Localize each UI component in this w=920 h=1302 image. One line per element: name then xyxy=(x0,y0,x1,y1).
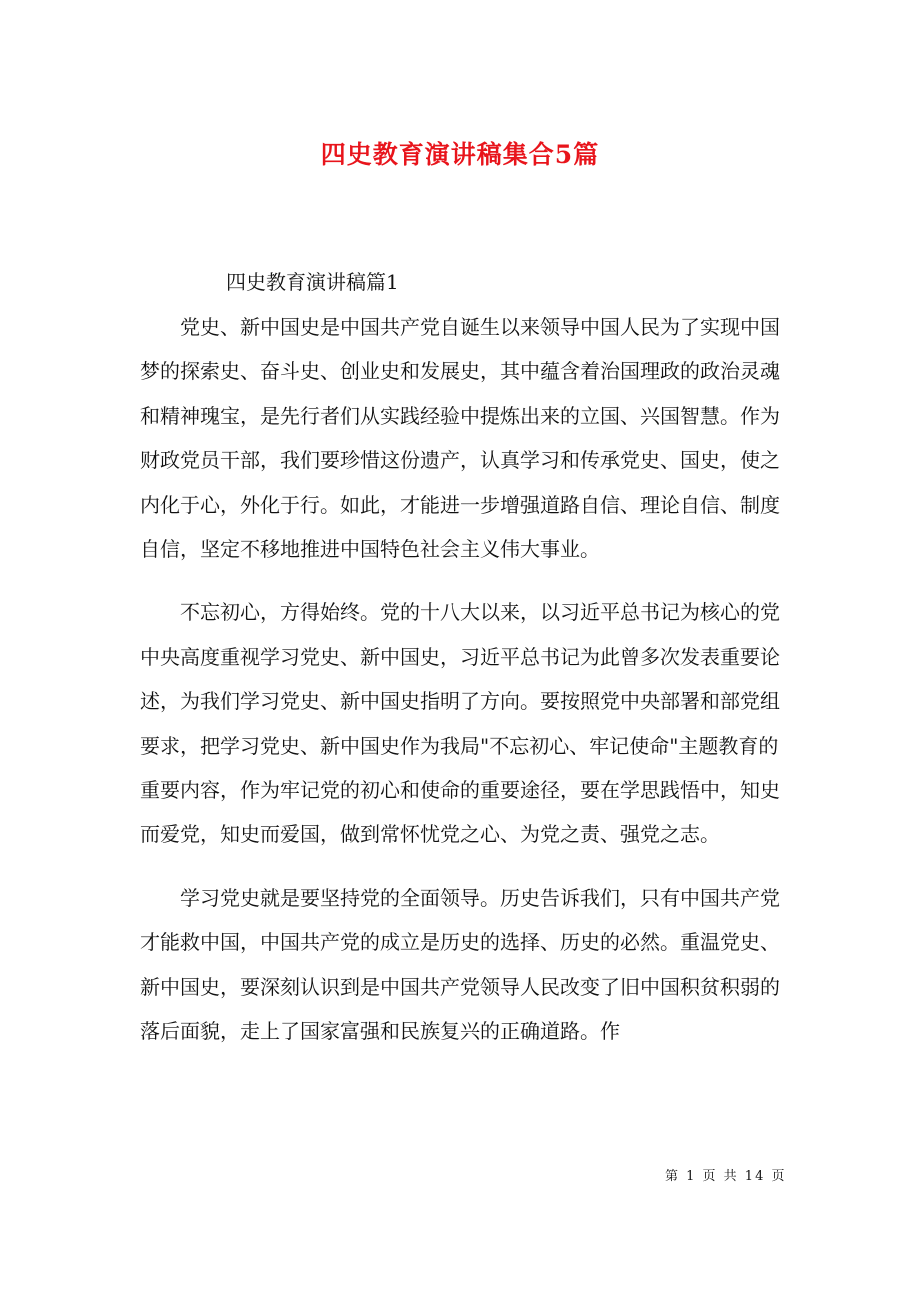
paragraph-3: 学习党史就是要坚持党的全面领导。历史告诉我们，只有中国共产党才能救中国，中国共产党的成立是历史的选择、历史的必然。重温党史、新中国史，要深刻认识到是中国共产党领导人民改变了旧中国积贫积弱的落后面貌，走上了国家富强和民族复兴的正确道路。作 xyxy=(140,885,780,1044)
page-number-footer: 第 1 页 共 14 页 xyxy=(665,1169,787,1184)
document-title: 四史教育演讲稿集合5篇 xyxy=(320,139,600,169)
paragraph-2: 不忘初心，方得始终。党的十八大以来，以习近平总书记为核心的党中央高度重视学习党史、新中国史，习近平总书记为此曾多次发表重要论述，为我们学习党史、新中国史指明了方向。要按照党中央部署和部党组要求，把学习党史、新中国史作为我局"不忘初心、牢记使命"主题教育的重要内容，作为牢记党的初心和使命的重要途径，要在学思践悟中，知史而爱党，知史而爱国，做到常怀忧党之心、为党之责、强党之志。 xyxy=(140,600,780,847)
paragraph-1: 党史、新中国史是中国共产党自诞生以来领导中国人民为了实现中国梦的探索史、奋斗史、创业史和发展史，其中蕴含着治国理政的政治灵魂和精神瑰宝，是先行者们从实践经验中提炼出来的立国、兴国智慧。作为财政党员干部，我们要珍惜这份遗产，认真学习和传承党史、国史，使之内化于心，外化于行。如此，才能进一步增强道路自信、理论自信、制度自信，坚定不移地推进中国特色社会主义伟大事业。 xyxy=(140,315,780,562)
section-heading: 四史教育演讲稿篇1 xyxy=(226,270,399,294)
body-text xyxy=(140,305,790,1054)
